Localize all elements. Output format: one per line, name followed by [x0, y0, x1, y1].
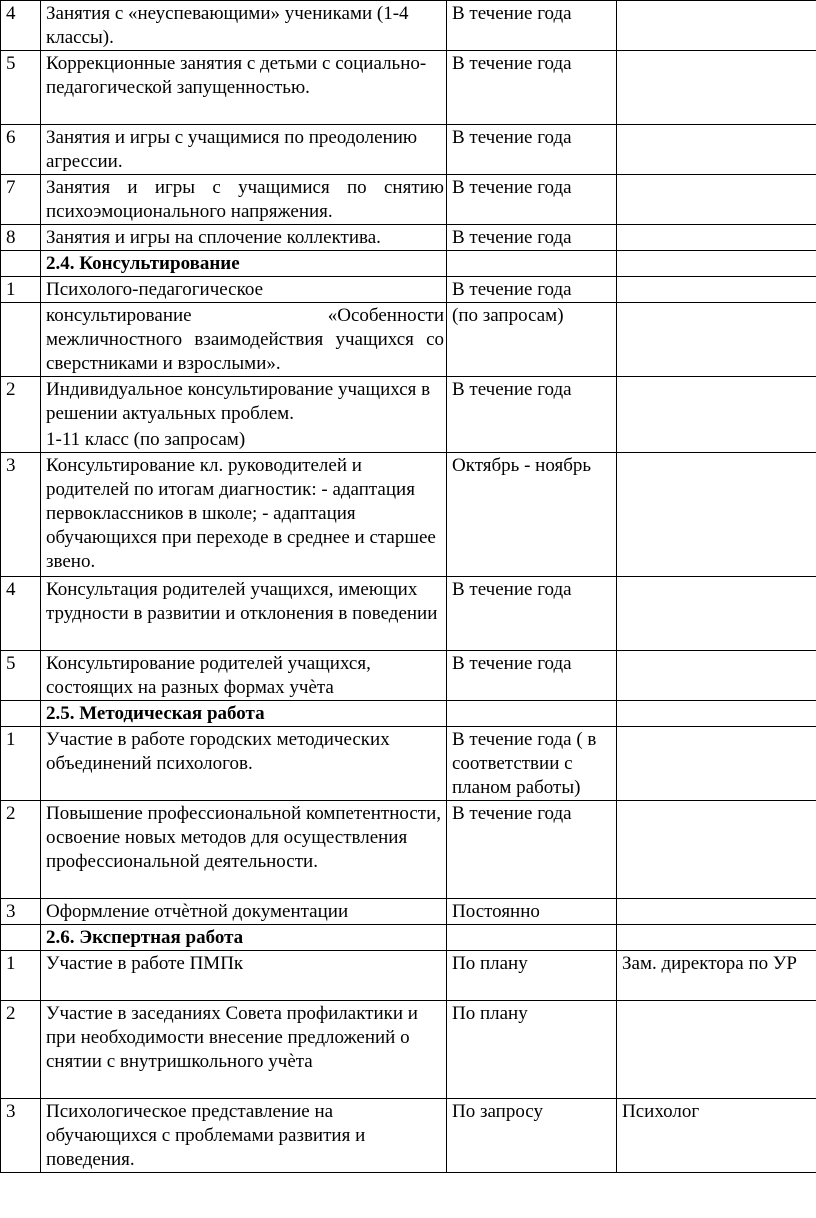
activity-text: Участие в работе ПМПк	[41, 951, 447, 1001]
row-number: 7	[1, 175, 41, 225]
row-number	[1, 303, 41, 377]
term-text: В течение года	[447, 377, 617, 453]
table-row	[1, 1, 816, 51]
responsible-text	[617, 1001, 816, 1099]
responsible-text	[617, 225, 816, 251]
activity-text-line: Индивидуальное консультирование учащихся в решении актуальных проблем.	[46, 379, 431, 424]
term-text: В течение года	[447, 577, 617, 651]
term-text: По плану	[447, 951, 617, 1001]
section-title-expert: 2.6. Экспертная работа	[41, 925, 447, 951]
term-text: (по запросам)	[447, 303, 617, 377]
section-row	[1, 701, 816, 727]
table-row	[1, 377, 816, 453]
term-text: В течение года	[447, 51, 617, 125]
row-number: 2	[1, 377, 41, 453]
table-row	[1, 899, 816, 925]
activity-text: Оформление отчѐтной документации	[41, 899, 447, 925]
activity-text: Занятия и игры с учащимися по преодолению агрессии.	[41, 125, 447, 175]
activity-text: Повышение профессиональной компетентности, освоение новых методов для осуществления профессиональной деятельности.	[41, 801, 447, 899]
term-text: Октябрь - ноябрь	[447, 453, 617, 577]
term-text: Постоянно	[447, 899, 617, 925]
term-text: В течение года	[447, 651, 617, 701]
term-text: В течение года ( в соответствии с планом работы)	[447, 727, 617, 801]
table-row	[1, 577, 816, 651]
term-text: В течение года	[447, 1, 617, 51]
table-row	[1, 727, 816, 801]
row-number: 4	[1, 1, 41, 51]
responsible-text	[617, 175, 816, 225]
row-number: 1	[1, 951, 41, 1001]
table-row	[1, 1001, 816, 1099]
responsible-text	[617, 1, 816, 51]
row-number: 2	[1, 1001, 41, 1099]
term-text: В течение года	[447, 801, 617, 899]
row-number: 1	[1, 277, 41, 303]
row-number: 1	[1, 727, 41, 801]
row-number: 3	[1, 453, 41, 577]
activity-text: Участие в заседаниях Совета профилактики и при необходимости внесение предложений о снятии с внутришкольного учѐта	[41, 1001, 447, 1099]
responsible-text: Психолог	[617, 1099, 816, 1173]
row-number: 8	[1, 225, 41, 251]
table-row	[1, 453, 816, 577]
section-title-consulting: 2.4. Консультирование	[41, 251, 447, 277]
row-number: 3	[1, 899, 41, 925]
term-text: По плану	[447, 1001, 617, 1099]
activity-text: Занятия и игры с учащимися по снятию психоэмоционального напряжения.	[41, 175, 447, 225]
table-row	[1, 651, 816, 701]
row-number: 5	[1, 51, 41, 125]
section-title-methodical: 2.5. Методическая работа	[41, 701, 447, 727]
responsible-text	[617, 51, 816, 125]
table-row	[1, 951, 816, 1001]
term-text: По запросу	[447, 1099, 617, 1173]
term-text: В течение года	[447, 225, 617, 251]
table-row	[1, 225, 816, 251]
activity-text: Участие в работе городских методических объединений психологов.	[41, 727, 447, 801]
activity-text: консультирование «Особенности межличностного взаимодействия учащихся со сверстниками и взрослыми».	[41, 303, 447, 377]
term-text: В течение года	[447, 175, 617, 225]
row-number: 3	[1, 1099, 41, 1173]
row-number: 6	[1, 125, 41, 175]
activity-text: Занятия и игры на сплочение коллектива.	[41, 225, 447, 251]
activity-text: Консультирование кл. руководителей и родителей по итогам диагностик: - адаптация первоклассников в школе; - адаптация обучающихся при переходе в среднее и старшее звено.	[41, 453, 447, 577]
table-row	[1, 303, 816, 377]
term-text: В течение года	[447, 125, 617, 175]
table-row	[1, 1099, 816, 1173]
activity-text: Психолого-педагогическое	[41, 277, 447, 303]
activity-text: Консультирование родителей учащихся, состоящих на разных формах учѐта	[41, 651, 447, 701]
table-row	[1, 277, 816, 303]
section-row	[1, 925, 816, 951]
table-row	[1, 125, 816, 175]
activity-text: Консультация родителей учащихся, имеющих трудности в развитии и отклонения в поведении	[41, 577, 447, 651]
table-row	[1, 175, 816, 225]
activity-text-note: 1-11 класс (по запросам)	[46, 429, 246, 450]
responsible-text	[617, 125, 816, 175]
table-row	[1, 801, 816, 899]
responsible-text: Зам. директора по УР	[617, 951, 816, 1001]
section-row	[1, 251, 816, 277]
activity-text: Психологическое представление на обучающихся с проблемами развития и поведения.	[41, 1099, 447, 1173]
activity-text: Коррекционные занятия с детьми с социально-педагогической запущенностью.	[41, 51, 447, 125]
row-number: 4	[1, 577, 41, 651]
activity-text	[41, 377, 447, 453]
table-row	[1, 51, 816, 125]
term-text: В течение года	[447, 277, 617, 303]
row-number: 2	[1, 801, 41, 899]
activity-text: Занятия с «неуспевающими» учениками (1-4 классы).	[41, 1, 447, 51]
row-number: 5	[1, 651, 41, 701]
